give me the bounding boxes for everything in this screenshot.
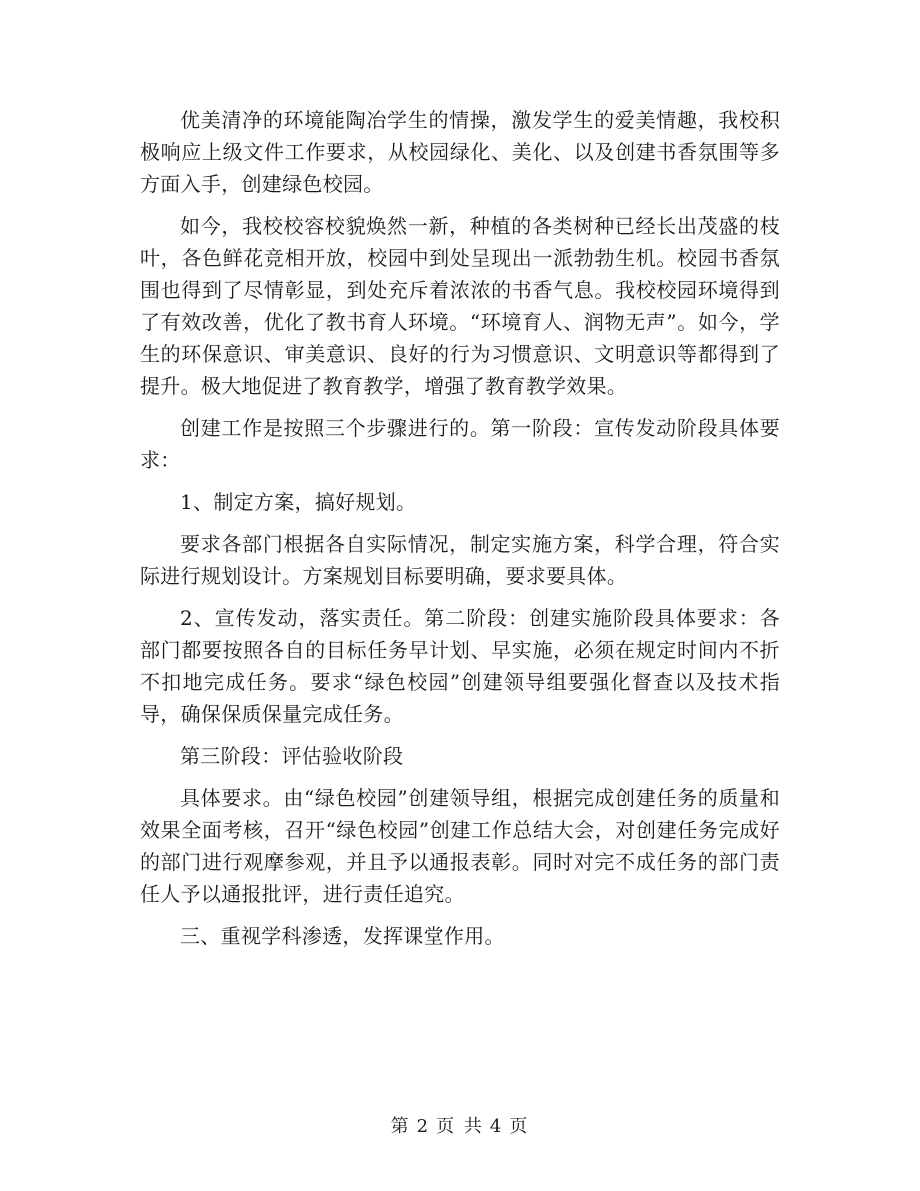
- footer-page-number: 2: [416, 1116, 431, 1137]
- paragraph: 具体要求。由“绿色校园”创建领导组，根据完成创建任务的质量和效果全面考核，召开“绿色校园”创建工作总结大会，对创建任务完成好的部门进行观摩参观，并且予以通报表彰。同时对完不成任务的部门责任人予以通报批评，进行责任追究。: [140, 786, 780, 906]
- paragraph: 要求各部门根据各自实际情况，制定实施方案，科学合理，符合实际进行规划设计。方案规划目标要明确，要求要具体。: [140, 532, 780, 588]
- footer-total-pages: 4: [489, 1116, 504, 1137]
- footer-suffix: 页: [509, 1116, 530, 1137]
- paragraph: 三、重视学科渗透，发挥课堂作用。: [180, 924, 505, 948]
- paragraph: 第三阶段：评估验收阶段: [180, 744, 404, 768]
- paragraph: 如今，我校校容校貌焕然一新，种植的各类树种已经长出茂盛的枝叶，各色鲜花竞相开放，校园中到处呈现出一派勃勃生机。校园书香氛围也得到了尽情彰显，到处充斥着浓浓的书香气息。我校校园环境得到了有效改善，优化了教书育人环境。“环境育人、润物无声”。如今，学生的环保意识、审美意识、良好的行为习惯意识、文明意识等都得到了提升。极大地促进了教育教学，增强了教育教学效果。: [140, 214, 780, 398]
- paragraph: 创建工作是按照三个步骤进行的。第一阶段：宣传发动阶段具体要求：: [140, 416, 780, 472]
- document-body: [140, 104, 780, 962]
- page-footer: [0, 1112, 920, 1138]
- paragraph: 1、制定方案，搞好规划。: [180, 490, 417, 514]
- footer-prefix: 第: [390, 1116, 411, 1137]
- paragraph: 优美清净的环境能陶冶学生的情操，激发学生的爱美情趣，我校积极响应上级文件工作要求，从校园绿化、美化、以及创建书香氛围等多方面入手，创建绿色校园。: [140, 108, 780, 196]
- footer-middle: 页 共: [436, 1116, 484, 1137]
- paragraph: 2、宣传发动，落实责任。第二阶段：创建实施阶段具体要求：各部门都要按照各自的目标任务早计划、早实施，必须在规定时间内不折不扣地完成任务。要求“绿色校园”创建领导组要强化督查以及技术指导，确保保质保量完成任务。: [140, 606, 780, 726]
